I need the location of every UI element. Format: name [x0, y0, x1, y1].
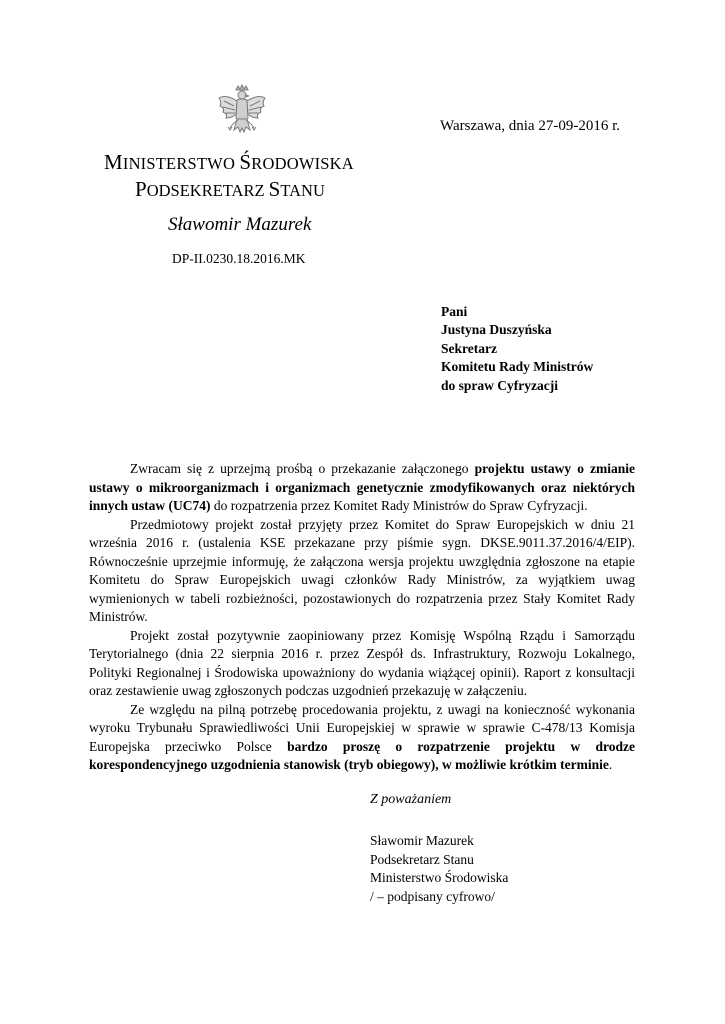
addressee-line: Komitetu Rady Ministrów [441, 359, 594, 375]
position-second-capital: S [268, 177, 281, 201]
signature-line: Podsekretarz Stanu [370, 851, 474, 867]
sender-name: Sławomir Mazurek [168, 214, 312, 235]
polish-eagle-emblem-icon [216, 84, 268, 142]
ministry-first-capital: M [104, 150, 123, 174]
body-paragraph-1 [89, 460, 635, 516]
ministry-name [104, 150, 354, 175]
body-paragraph-4 [89, 701, 635, 775]
letter-body [89, 460, 635, 775]
addressee-line: Justyna Duszyńska [441, 322, 552, 338]
position-small-caps-1: ODSEKRETARZ [146, 181, 269, 200]
body-paragraph-2: Przedmiotowy projekt został przyjęty przez Komitet do Spraw Europejskich w dniu 21 września 2016 r. (ustalenia KSE przekazane przy piśmie sygn. DKSE.9011.37.2016/4/EIP). Równocześnie uprzejmie informuję, że załączona wersja projektu uwzględnia zgłoszone na etapie Komitetu do Spraw Europejskich uwagi członków Rady Ministrów, za wyjątkiem uwag wymienionych w tabeli rozbieżności, pozostawionych do rozpatrzenia przez Stały Komitet Rady Ministrów. [89, 516, 635, 624]
p1-text-2: do rozpatrzenia przez Komitet Rady Ministrów do Spraw Cyfryzacji. [210, 498, 588, 513]
p4-bold-request: bardzo proszę o rozpatrzenie projektu w drodze korespondencyjnego uzgodnienia stanowisk (tryb obiegowy), w możliwie krótkim terminie [89, 738, 635, 772]
ministry-second-capital: Ś [239, 150, 252, 174]
addressee-line: do spraw Cyfryzacji [441, 377, 558, 393]
ministry-small-caps-2: RODOWISKA [251, 154, 354, 173]
p4-text-2: . [608, 757, 613, 772]
addressee-block [441, 303, 593, 395]
position-first-capital: P [135, 177, 147, 201]
signature-line: / – podpisany cyfrowo/ [370, 888, 495, 904]
position-small-caps-2: TANU [280, 181, 325, 200]
closing-phrase: Z poważaniem [370, 792, 452, 807]
letter-date: Warszawa, dnia 27-09-2016 r. [440, 118, 620, 134]
addressee-line: Pani [441, 304, 468, 319]
signature-line: Ministerstwo Środowiska [370, 870, 509, 886]
p1-bold-project-title: projektu ustawy o zmianie ustawy o mikroorganizmach i organizmach genetycznie zmodyfikowanych oraz niektórych innych ustaw (UC74) [89, 461, 635, 513]
addressee-line: Sekretarz [441, 340, 497, 356]
reference-number: DP-II.0230.18.2016.MK [172, 251, 306, 266]
signature-block [370, 832, 508, 906]
p4-text-1: Ze względu na pilną potrzebę procedowania projektu, z uwagi na konieczność wykonania wyroku Trybunału Sprawiedliwości Unii Europejskiej w sprawie w sprawie C-478/13 Komisja Europejska przeciwko Polsce [89, 701, 635, 754]
body-paragraph-3: Projekt został pozytywnie zaopiniowany przez Komisję Wspólną Rządu i Samorządu Terytorialnego (dnia 22 sierpnia 2016 r. przez Zespół ds. Infrastruktury, Rozwoju Lokalnego, Polityki Regionalnej i Środowiska upoważniony do wydania wiążącej opinii). Raport z konsultacji oraz zestawienie uwag zgłoszonych podczas uzgodnień przekazuję w załączeniu. [89, 627, 635, 698]
ministry-small-caps-1: INISTERSTWO [122, 154, 240, 173]
signature-line: Sławomir Mazurek [370, 833, 474, 848]
sender-position [135, 177, 325, 202]
p1-text-1: Zwracam się z uprzejmą prośbą o przekazanie załączonego [130, 461, 475, 476]
